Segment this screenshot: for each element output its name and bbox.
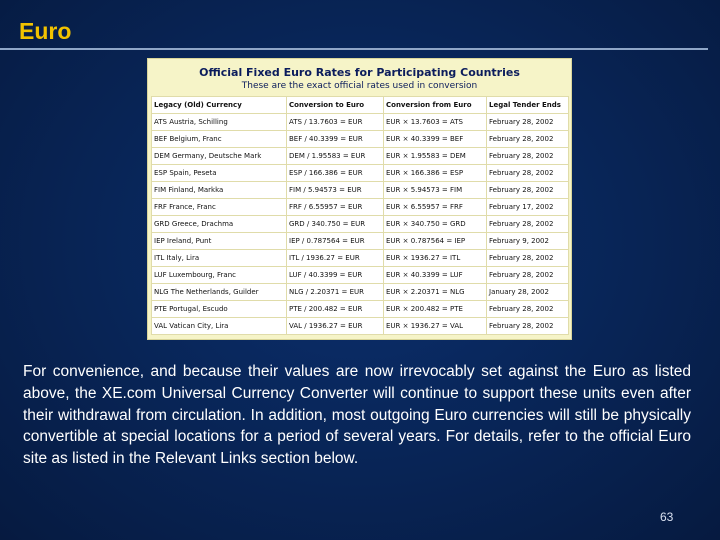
cell-conversion-to-euro: IEP / 0.787564 = EUR: [287, 233, 384, 250]
cell-conversion-to-euro: PTE / 200.482 = EUR: [287, 301, 384, 318]
cell-legal-tender-ends: February 9, 2002: [487, 233, 569, 250]
cell-conversion-from-euro: EUR × 340.750 = GRD: [384, 216, 487, 233]
table-row: [152, 182, 569, 199]
table-row: [152, 267, 569, 284]
cell-legal-tender-ends: February 28, 2002: [487, 165, 569, 182]
table-row: [152, 250, 569, 267]
cell-legal-tender-ends: February 17, 2002: [487, 199, 569, 216]
cell-conversion-to-euro: BEF / 40.3399 = EUR: [287, 131, 384, 148]
cell-legacy-currency: FRF France, Franc: [152, 199, 287, 216]
table-title: Official Fixed Euro Rates for Participating Countries: [199, 66, 520, 79]
cell-conversion-from-euro: EUR × 2.20371 = NLG: [384, 284, 487, 301]
header-conversion-to-euro: Conversion to Euro: [287, 97, 384, 114]
cell-legal-tender-ends: February 28, 2002: [487, 182, 569, 199]
cell-legal-tender-ends: February 28, 2002: [487, 250, 569, 267]
cell-conversion-to-euro: NLG / 2.20371 = EUR: [287, 284, 384, 301]
cell-conversion-to-euro: ATS / 13.7603 = EUR: [287, 114, 384, 131]
cell-conversion-from-euro: EUR × 6.55957 = FRF: [384, 199, 487, 216]
cell-conversion-from-euro: EUR × 40.3399 = BEF: [384, 131, 487, 148]
cell-legal-tender-ends: February 28, 2002: [487, 216, 569, 233]
cell-conversion-to-euro: VAL / 1936.27 = EUR: [287, 318, 384, 335]
cell-legacy-currency: PTE Portugal, Escudo: [152, 301, 287, 318]
header-conversion-from-euro: Conversion from Euro: [384, 97, 487, 114]
cell-legacy-currency: FIM Finland, Markka: [152, 182, 287, 199]
cell-legal-tender-ends: February 28, 2002: [487, 114, 569, 131]
cell-conversion-from-euro: EUR × 13.7603 = ATS: [384, 114, 487, 131]
table-header-row: [152, 97, 569, 114]
page-number: 63: [660, 510, 674, 524]
cell-legacy-currency: ATS Austria, Schilling: [152, 114, 287, 131]
title-divider: [0, 48, 708, 50]
header-legal-tender-ends: Legal Tender Ends: [487, 97, 569, 114]
cell-conversion-from-euro: EUR × 40.3399 = LUF: [384, 267, 487, 284]
cell-legacy-currency: VAL Vatican City, Lira: [152, 318, 287, 335]
cell-conversion-to-euro: ESP / 166.386 = EUR: [287, 165, 384, 182]
cell-legacy-currency: DEM Germany, Deutsche Mark: [152, 148, 287, 165]
cell-conversion-from-euro: EUR × 200.482 = PTE: [384, 301, 487, 318]
cell-legal-tender-ends: February 28, 2002: [487, 267, 569, 284]
slide-title: Euro: [19, 18, 72, 44]
table-row: [152, 233, 569, 250]
cell-legacy-currency: IEP Ireland, Punt: [152, 233, 287, 250]
table-row: [152, 284, 569, 301]
table-row: [152, 318, 569, 335]
cell-legacy-currency: GRD Greece, Drachma: [152, 216, 287, 233]
table-row: [152, 216, 569, 233]
cell-conversion-to-euro: FRF / 6.55957 = EUR: [287, 199, 384, 216]
header-legacy-currency: Legacy (Old) Currency: [152, 97, 287, 114]
cell-legacy-currency: ESP Spain, Peseta: [152, 165, 287, 182]
table-row: [152, 199, 569, 216]
body-paragraph: For convenience, and because their values are now irrevocably set against the Euro as listed above, the XE.com Universal Currency Converter will continue to support these units even after their withdrawal from circulation. In addition, most outgoing Euro currencies will still be physically convertible at special locations for a period of several years. For details, refer to the official Euro site as listed in the Relevant Links section below.: [23, 363, 691, 468]
cell-conversion-from-euro: EUR × 5.94573 = FIM: [384, 182, 487, 199]
cell-legal-tender-ends: February 28, 2002: [487, 301, 569, 318]
cell-legal-tender-ends: February 28, 2002: [487, 131, 569, 148]
cell-legacy-currency: BEF Belgium, Franc: [152, 131, 287, 148]
cell-conversion-to-euro: FIM / 5.94573 = EUR: [287, 182, 384, 199]
cell-conversion-from-euro: EUR × 0.787564 = IEP: [384, 233, 487, 250]
cell-legal-tender-ends: February 28, 2002: [487, 318, 569, 335]
table-row: [152, 301, 569, 318]
cell-legacy-currency: ITL Italy, Lira: [152, 250, 287, 267]
cell-conversion-from-euro: EUR × 166.386 = ESP: [384, 165, 487, 182]
rates-table: [151, 96, 569, 335]
cell-conversion-to-euro: DEM / 1.95583 = EUR: [287, 148, 384, 165]
cell-legacy-currency: LUF Luxembourg, Franc: [152, 267, 287, 284]
cell-conversion-from-euro: EUR × 1936.27 = ITL: [384, 250, 487, 267]
cell-conversion-from-euro: EUR × 1936.27 = VAL: [384, 318, 487, 335]
cell-legal-tender-ends: February 28, 2002: [487, 148, 569, 165]
cell-conversion-to-euro: ITL / 1936.27 = EUR: [287, 250, 384, 267]
table-subtitle: These are the exact official rates used in conversion: [241, 81, 478, 91]
table-row: [152, 148, 569, 165]
cell-conversion-to-euro: LUF / 40.3399 = EUR: [287, 267, 384, 284]
cell-legacy-currency: NLG The Netherlands, Guilder: [152, 284, 287, 301]
cell-legal-tender-ends: January 28, 2002: [487, 284, 569, 301]
table-row: [152, 165, 569, 182]
table-row: [152, 114, 569, 131]
table-row: [152, 131, 569, 148]
rates-table-image: [147, 58, 572, 340]
cell-conversion-to-euro: GRD / 340.750 = EUR: [287, 216, 384, 233]
cell-conversion-from-euro: EUR × 1.95583 = DEM: [384, 148, 487, 165]
